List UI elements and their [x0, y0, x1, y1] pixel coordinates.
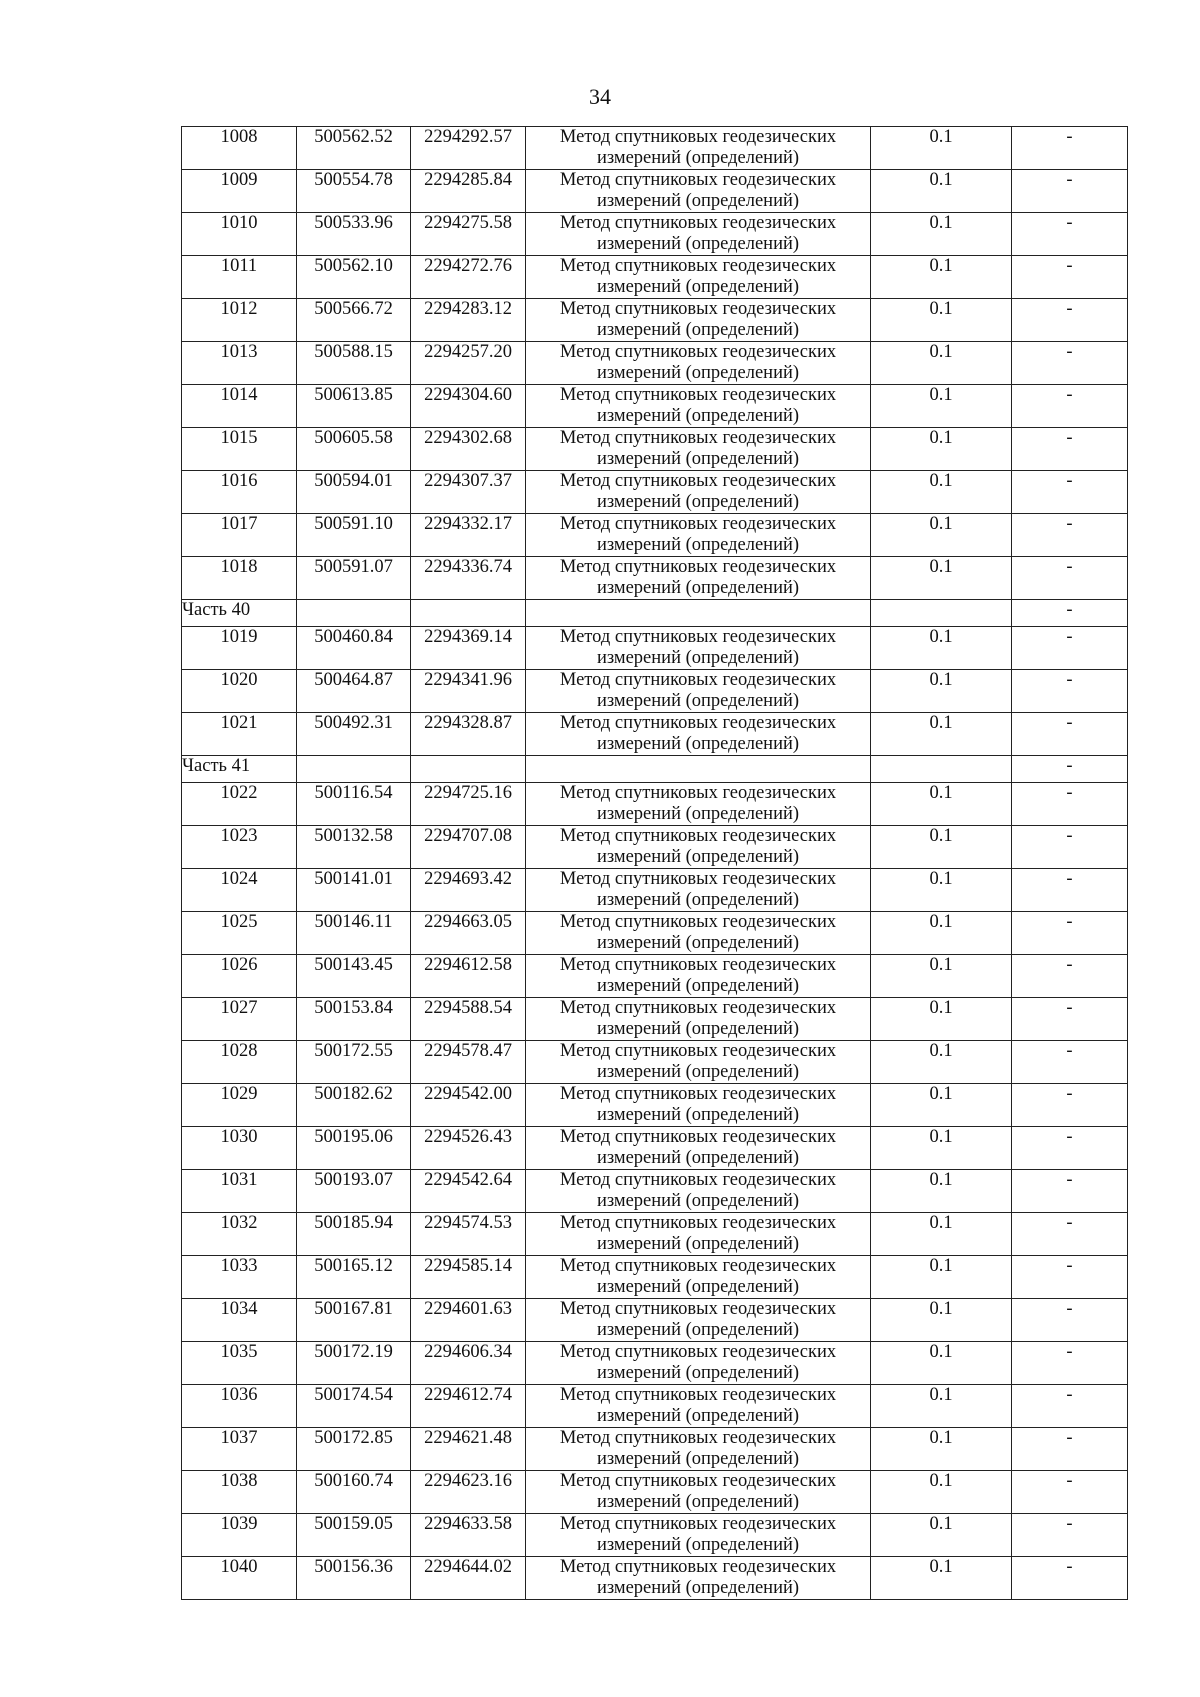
y-coordinate-cell: 2294574.53 — [411, 1213, 526, 1256]
y-coordinate-cell: 2294578.47 — [411, 1041, 526, 1084]
point-number-cell: 1018 — [182, 557, 297, 600]
table-row — [182, 1557, 1128, 1600]
table-row — [182, 783, 1128, 826]
method-cell: Метод спутниковых геодезических измерений (определений) — [526, 1557, 871, 1600]
point-number-cell: 1016 — [182, 471, 297, 514]
table-row — [182, 1170, 1128, 1213]
x-coordinate-cell: 500167.81 — [297, 1299, 411, 1342]
table-row — [182, 1428, 1128, 1471]
x-coordinate-cell: 500146.11 — [297, 912, 411, 955]
y-coordinate-cell: 2294612.74 — [411, 1385, 526, 1428]
point-number-cell: 1022 — [182, 783, 297, 826]
x-coordinate-cell: 500460.84 — [297, 627, 411, 670]
accuracy-cell: 0.1 — [871, 1256, 1012, 1299]
method-cell: Метод спутниковых геодезических измерений (определений) — [526, 912, 871, 955]
point-number-cell: 1011 — [182, 256, 297, 299]
part-header-row — [182, 756, 1128, 783]
description-cell: - — [1012, 428, 1128, 471]
x-coordinate-cell: 500588.15 — [297, 342, 411, 385]
table-row — [182, 713, 1128, 756]
accuracy-cell: 0.1 — [871, 170, 1012, 213]
method-cell: Метод спутниковых геодезических измерений (определений) — [526, 1428, 871, 1471]
table-row — [182, 1342, 1128, 1385]
table-row — [182, 170, 1128, 213]
empty-accuracy-cell — [871, 756, 1012, 783]
y-coordinate-cell: 2294707.08 — [411, 826, 526, 869]
y-coordinate-cell: 2294307.37 — [411, 471, 526, 514]
point-number-cell: 1031 — [182, 1170, 297, 1213]
accuracy-cell: 0.1 — [871, 912, 1012, 955]
method-cell: Метод спутниковых геодезических измерений (определений) — [526, 1299, 871, 1342]
method-cell: Метод спутниковых геодезических измерений (определений) — [526, 627, 871, 670]
accuracy-cell: 0.1 — [871, 869, 1012, 912]
y-coordinate-cell: 2294601.63 — [411, 1299, 526, 1342]
table-row — [182, 428, 1128, 471]
description-cell: - — [1012, 998, 1128, 1041]
description-cell: - — [1012, 1256, 1128, 1299]
accuracy-cell: 0.1 — [871, 1299, 1012, 1342]
table-row — [182, 127, 1128, 170]
accuracy-cell: 0.1 — [871, 1127, 1012, 1170]
point-number-cell: 1008 — [182, 127, 297, 170]
point-number-cell: 1017 — [182, 514, 297, 557]
accuracy-cell: 0.1 — [871, 1557, 1012, 1600]
accuracy-cell: 0.1 — [871, 1514, 1012, 1557]
accuracy-cell: 0.1 — [871, 1213, 1012, 1256]
part-label: Часть 40 — [182, 600, 297, 627]
description-cell: - — [1012, 127, 1128, 170]
table-row — [182, 557, 1128, 600]
y-coordinate-cell: 2294542.00 — [411, 1084, 526, 1127]
empty-y-cell — [411, 756, 526, 783]
point-number-cell: 1021 — [182, 713, 297, 756]
part-header-row — [182, 600, 1128, 627]
accuracy-cell: 0.1 — [871, 1385, 1012, 1428]
table-row — [182, 1299, 1128, 1342]
y-coordinate-cell: 2294328.87 — [411, 713, 526, 756]
point-number-cell: 1026 — [182, 955, 297, 998]
description-cell: - — [1012, 385, 1128, 428]
method-cell: Метод спутниковых геодезических измерений (определений) — [526, 1127, 871, 1170]
method-cell: Метод спутниковых геодезических измерений (определений) — [526, 127, 871, 170]
point-number-cell: 1032 — [182, 1213, 297, 1256]
accuracy-cell: 0.1 — [871, 256, 1012, 299]
coordinates-table-body — [182, 127, 1128, 1600]
method-cell: Метод спутниковых геодезических измерений (определений) — [526, 514, 871, 557]
method-cell: Метод спутниковых геодезических измерений (определений) — [526, 1041, 871, 1084]
x-coordinate-cell: 500605.58 — [297, 428, 411, 471]
point-number-cell: 1039 — [182, 1514, 297, 1557]
x-coordinate-cell: 500591.07 — [297, 557, 411, 600]
method-cell: Метод спутниковых геодезических измерений (определений) — [526, 869, 871, 912]
table-row — [182, 471, 1128, 514]
description-cell: - — [1012, 912, 1128, 955]
y-coordinate-cell: 2294612.58 — [411, 955, 526, 998]
method-cell: Метод спутниковых геодезических измерений (определений) — [526, 1385, 871, 1428]
method-cell: Метод спутниковых геодезических измерений (определений) — [526, 170, 871, 213]
accuracy-cell: 0.1 — [871, 299, 1012, 342]
y-coordinate-cell: 2294332.17 — [411, 514, 526, 557]
point-number-cell: 1020 — [182, 670, 297, 713]
x-coordinate-cell: 500174.54 — [297, 1385, 411, 1428]
method-cell: Метод спутниковых геодезических измерений (определений) — [526, 670, 871, 713]
point-number-cell: 1015 — [182, 428, 297, 471]
accuracy-cell: 0.1 — [871, 1084, 1012, 1127]
point-number-cell: 1024 — [182, 869, 297, 912]
x-coordinate-cell: 500533.96 — [297, 213, 411, 256]
table-row — [182, 1514, 1128, 1557]
method-cell: Метод спутниковых геодезических измерений (определений) — [526, 1514, 871, 1557]
accuracy-cell: 0.1 — [871, 385, 1012, 428]
accuracy-cell: 0.1 — [871, 713, 1012, 756]
description-cell: - — [1012, 342, 1128, 385]
table-row — [182, 1471, 1128, 1514]
description-cell: - — [1012, 514, 1128, 557]
y-coordinate-cell: 2294275.58 — [411, 213, 526, 256]
table-row — [182, 1385, 1128, 1428]
description-cell: - — [1012, 1428, 1128, 1471]
point-number-cell: 1029 — [182, 1084, 297, 1127]
description-cell: - — [1012, 1041, 1128, 1084]
accuracy-cell: 0.1 — [871, 342, 1012, 385]
x-coordinate-cell: 500160.74 — [297, 1471, 411, 1514]
empty-method-cell — [526, 600, 871, 627]
y-coordinate-cell: 2294585.14 — [411, 1256, 526, 1299]
y-coordinate-cell: 2294304.60 — [411, 385, 526, 428]
point-number-cell: 1013 — [182, 342, 297, 385]
y-coordinate-cell: 2294663.05 — [411, 912, 526, 955]
x-coordinate-cell: 500143.45 — [297, 955, 411, 998]
x-coordinate-cell: 500193.07 — [297, 1170, 411, 1213]
x-coordinate-cell: 500464.87 — [297, 670, 411, 713]
table-row — [182, 627, 1128, 670]
part-label: Часть 41 — [182, 756, 297, 783]
table-row — [182, 1213, 1128, 1256]
x-coordinate-cell: 500566.72 — [297, 299, 411, 342]
description-cell: - — [1012, 1084, 1128, 1127]
description-cell: - — [1012, 955, 1128, 998]
x-coordinate-cell: 500562.52 — [297, 127, 411, 170]
table-row — [182, 1084, 1128, 1127]
empty-accuracy-cell — [871, 600, 1012, 627]
method-cell: Метод спутниковых геодезических измерений (определений) — [526, 998, 871, 1041]
x-coordinate-cell: 500172.85 — [297, 1428, 411, 1471]
method-cell: Метод спутниковых геодезических измерений (определений) — [526, 1213, 871, 1256]
method-cell: Метод спутниковых геодезических измерений (определений) — [526, 1471, 871, 1514]
y-coordinate-cell: 2294336.74 — [411, 557, 526, 600]
x-coordinate-cell: 500132.58 — [297, 826, 411, 869]
table-row — [182, 385, 1128, 428]
description-cell: - — [1012, 783, 1128, 826]
description-cell: - — [1012, 713, 1128, 756]
table-row — [182, 869, 1128, 912]
y-coordinate-cell: 2294542.64 — [411, 1170, 526, 1213]
point-number-cell: 1014 — [182, 385, 297, 428]
y-coordinate-cell: 2294272.76 — [411, 256, 526, 299]
description-cell: - — [1012, 256, 1128, 299]
point-number-cell: 1010 — [182, 213, 297, 256]
point-number-cell: 1037 — [182, 1428, 297, 1471]
description-cell: - — [1012, 600, 1128, 627]
accuracy-cell: 0.1 — [871, 1471, 1012, 1514]
point-number-cell: 1019 — [182, 627, 297, 670]
method-cell: Метод спутниковых геодезических измерений (определений) — [526, 557, 871, 600]
y-coordinate-cell: 2294644.02 — [411, 1557, 526, 1600]
point-number-cell: 1033 — [182, 1256, 297, 1299]
method-cell: Метод спутниковых геодезических измерений (определений) — [526, 826, 871, 869]
description-cell: - — [1012, 1385, 1128, 1428]
page-number: 34 — [589, 84, 611, 109]
method-cell: Метод спутниковых геодезических измерений (определений) — [526, 213, 871, 256]
description-cell: - — [1012, 1127, 1128, 1170]
y-coordinate-cell: 2294292.57 — [411, 127, 526, 170]
table-row — [182, 299, 1128, 342]
x-coordinate-cell: 500165.12 — [297, 1256, 411, 1299]
y-coordinate-cell: 2294341.96 — [411, 670, 526, 713]
empty-y-cell — [411, 600, 526, 627]
accuracy-cell: 0.1 — [871, 783, 1012, 826]
y-coordinate-cell: 2294283.12 — [411, 299, 526, 342]
description-cell: - — [1012, 1299, 1128, 1342]
method-cell: Метод спутниковых геодезических измерений (определений) — [526, 713, 871, 756]
table-row — [182, 1256, 1128, 1299]
table-row — [182, 955, 1128, 998]
point-number-cell: 1038 — [182, 1471, 297, 1514]
point-number-cell: 1027 — [182, 998, 297, 1041]
method-cell: Метод спутниковых геодезических измерений (определений) — [526, 471, 871, 514]
y-coordinate-cell: 2294526.43 — [411, 1127, 526, 1170]
accuracy-cell: 0.1 — [871, 826, 1012, 869]
y-coordinate-cell: 2294285.84 — [411, 170, 526, 213]
description-cell: - — [1012, 1342, 1128, 1385]
x-coordinate-cell: 500492.31 — [297, 713, 411, 756]
accuracy-cell: 0.1 — [871, 557, 1012, 600]
method-cell: Метод спутниковых геодезических измерений (определений) — [526, 428, 871, 471]
x-coordinate-cell: 500613.85 — [297, 385, 411, 428]
accuracy-cell: 0.1 — [871, 670, 1012, 713]
point-number-cell: 1012 — [182, 299, 297, 342]
empty-method-cell — [526, 756, 871, 783]
y-coordinate-cell: 2294725.16 — [411, 783, 526, 826]
accuracy-cell: 0.1 — [871, 998, 1012, 1041]
x-coordinate-cell: 500185.94 — [297, 1213, 411, 1256]
description-cell: - — [1012, 1514, 1128, 1557]
y-coordinate-cell: 2294302.68 — [411, 428, 526, 471]
empty-x-cell — [297, 756, 411, 783]
method-cell: Метод спутниковых геодезических измерений (определений) — [526, 1256, 871, 1299]
accuracy-cell: 0.1 — [871, 471, 1012, 514]
method-cell: Метод спутниковых геодезических измерений (определений) — [526, 256, 871, 299]
method-cell: Метод спутниковых геодезических измерений (определений) — [526, 1084, 871, 1127]
table-row — [182, 342, 1128, 385]
description-cell: - — [1012, 471, 1128, 514]
table-row — [182, 1127, 1128, 1170]
table-row — [182, 1041, 1128, 1084]
empty-x-cell — [297, 600, 411, 627]
description-cell: - — [1012, 170, 1128, 213]
y-coordinate-cell: 2294257.20 — [411, 342, 526, 385]
table-row — [182, 256, 1128, 299]
description-cell: - — [1012, 869, 1128, 912]
x-coordinate-cell: 500116.54 — [297, 783, 411, 826]
description-cell: - — [1012, 557, 1128, 600]
description-cell: - — [1012, 627, 1128, 670]
y-coordinate-cell: 2294633.58 — [411, 1514, 526, 1557]
description-cell: - — [1012, 1557, 1128, 1600]
table-row — [182, 670, 1128, 713]
x-coordinate-cell: 500141.01 — [297, 869, 411, 912]
point-number-cell: 1023 — [182, 826, 297, 869]
method-cell: Метод спутниковых геодезических измерений (определений) — [526, 783, 871, 826]
point-number-cell: 1034 — [182, 1299, 297, 1342]
x-coordinate-cell: 500153.84 — [297, 998, 411, 1041]
method-cell: Метод спутниковых геодезических измерений (определений) — [526, 955, 871, 998]
point-number-cell: 1035 — [182, 1342, 297, 1385]
accuracy-cell: 0.1 — [871, 428, 1012, 471]
x-coordinate-cell: 500159.05 — [297, 1514, 411, 1557]
point-number-cell: 1028 — [182, 1041, 297, 1084]
method-cell: Метод спутниковых геодезических измерений (определений) — [526, 342, 871, 385]
accuracy-cell: 0.1 — [871, 514, 1012, 557]
description-cell: - — [1012, 1170, 1128, 1213]
accuracy-cell: 0.1 — [871, 627, 1012, 670]
y-coordinate-cell: 2294621.48 — [411, 1428, 526, 1471]
accuracy-cell: 0.1 — [871, 1041, 1012, 1084]
description-cell: - — [1012, 299, 1128, 342]
description-cell: - — [1012, 670, 1128, 713]
method-cell: Метод спутниковых геодезических измерений (определений) — [526, 1342, 871, 1385]
point-number-cell: 1025 — [182, 912, 297, 955]
accuracy-cell: 0.1 — [871, 1428, 1012, 1471]
y-coordinate-cell: 2294623.16 — [411, 1471, 526, 1514]
description-cell: - — [1012, 756, 1128, 783]
accuracy-cell: 0.1 — [871, 213, 1012, 256]
method-cell: Метод спутниковых геодезических измерений (определений) — [526, 1170, 871, 1213]
point-number-cell: 1030 — [182, 1127, 297, 1170]
method-cell: Метод спутниковых геодезических измерений (определений) — [526, 385, 871, 428]
x-coordinate-cell: 500554.78 — [297, 170, 411, 213]
description-cell: - — [1012, 1471, 1128, 1514]
table-row — [182, 826, 1128, 869]
x-coordinate-cell: 500172.55 — [297, 1041, 411, 1084]
x-coordinate-cell: 500195.06 — [297, 1127, 411, 1170]
x-coordinate-cell: 500591.10 — [297, 514, 411, 557]
x-coordinate-cell: 500594.01 — [297, 471, 411, 514]
description-cell: - — [1012, 213, 1128, 256]
y-coordinate-cell: 2294606.34 — [411, 1342, 526, 1385]
accuracy-cell: 0.1 — [871, 1170, 1012, 1213]
y-coordinate-cell: 2294369.14 — [411, 627, 526, 670]
table-row — [182, 912, 1128, 955]
point-number-cell: 1009 — [182, 170, 297, 213]
table-row — [182, 514, 1128, 557]
y-coordinate-cell: 2294588.54 — [411, 998, 526, 1041]
table-row — [182, 998, 1128, 1041]
point-number-cell: 1036 — [182, 1385, 297, 1428]
x-coordinate-cell: 500156.36 — [297, 1557, 411, 1600]
accuracy-cell: 0.1 — [871, 127, 1012, 170]
description-cell: - — [1012, 826, 1128, 869]
description-cell: - — [1012, 1213, 1128, 1256]
method-cell: Метод спутниковых геодезических измерений (определений) — [526, 299, 871, 342]
accuracy-cell: 0.1 — [871, 955, 1012, 998]
accuracy-cell: 0.1 — [871, 1342, 1012, 1385]
x-coordinate-cell: 500182.62 — [297, 1084, 411, 1127]
y-coordinate-cell: 2294693.42 — [411, 869, 526, 912]
coordinates-table — [181, 126, 1128, 1600]
x-coordinate-cell: 500562.10 — [297, 256, 411, 299]
point-number-cell: 1040 — [182, 1557, 297, 1600]
table-row — [182, 213, 1128, 256]
x-coordinate-cell: 500172.19 — [297, 1342, 411, 1385]
